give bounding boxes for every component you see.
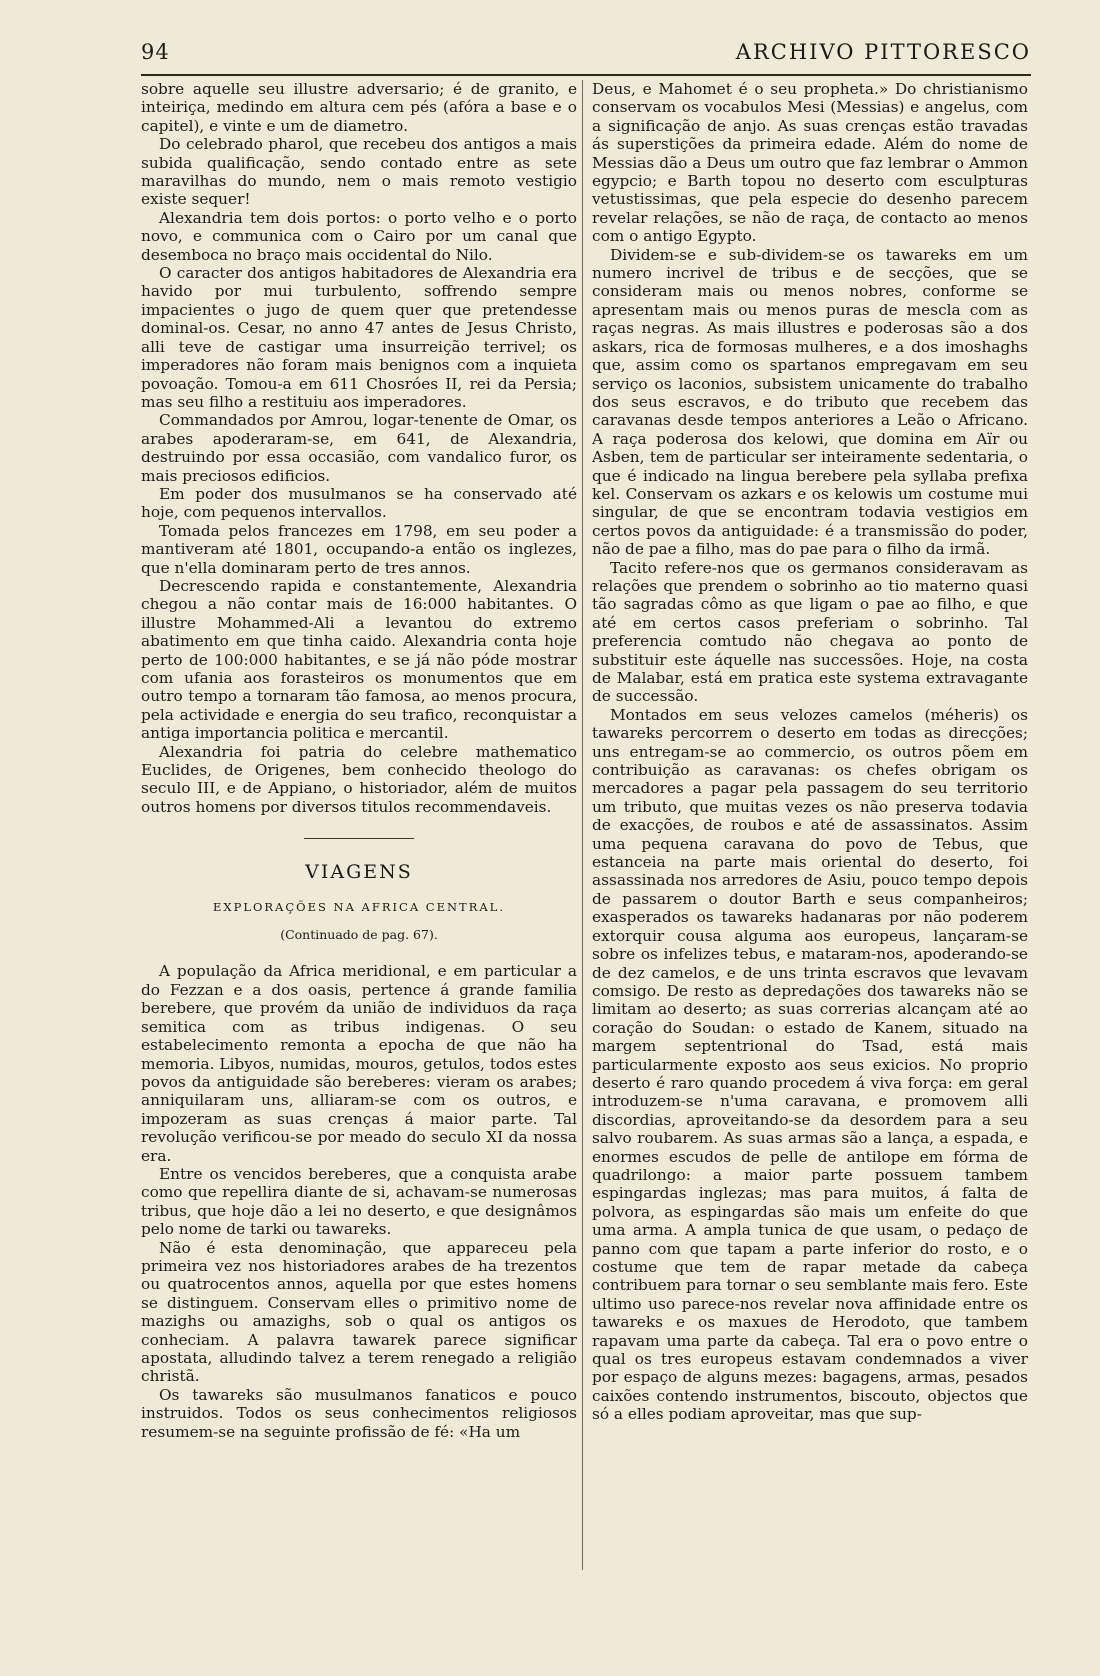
paragraph: Deus, e Mahomet é o seu propheta.» Do christianismo conservam os vocabulos Mesi (Messias) e angelus, com a significação de anjo. As suas crenças estão travadas ás superstições da primeira edade. Além do nome de Messias dão a Deus um outro que faz lembrar o Ammon egypcio; e Barth topou no deserto com esculpturas vetustissimas, que pela especie do desenho parecem revelar relações, se não de raça, de contacto ao menos com o antigo Egypto. xyxy=(592,80,1028,246)
paragraph: Os tawareks são musulmanos fanaticos e pouco instruidos. Todos os seus conhecimentos religiosos resumem-se na seguinte profissão de fé: «Ha um xyxy=(141,1385,577,1441)
paragraph: Tacito refere-nos que os germanos consideravam as relações que prendem o sobrinho ao tio materno quasi tão sagradas cômo as que ligam o pae ao filho, e que até em certos casos preferiam o sobrinho. Tal preferencia comtudo não chegava ao ponto de substituir este áquelle nas successões. Hoje, na costa de Malabar, está em pratica este systema extravagante de successão. xyxy=(592,558,1028,706)
right-column xyxy=(592,80,1028,1660)
paragraph: Alexandria tem dois portos: o porto velho e o porto novo, e communica com o Cairo por um canal que desemboca no braço mais occidental do Nilo. xyxy=(141,208,577,264)
paragraph: Montados em seus velozes camelos (méheris) os tawareks percorrem o deserto em todas as direcções; uns entregam-se ao commercio, os outros põem em contribuição as caravanas: os chefes obrigam os mercadores a pagar pela passagem do seu territorio um tributo, que muitas vezes os não preserva todavia de exacções, de roubos e até de assassinatos. Assim uma pequena caravana do povo de Tebus, que estanceia na parte mais oriental do deserto, foi assassinada nos arredores de Asiu, pouco tempo depois de passarem o doutor Barth e seus companheiros; exasperados os tawareks hadanaras por não poderem extorquir cousa alguma aos europeus, lançaram-se sobre os infelizes tebus, e mataram-nos, apoderando-se de dez camelos, e de uns trinta escravos que levavam comsigo. De resto as depredações dos tawareks não se limitam ao deserto; as suas correrias alcançam até ao coração do Soudan: o estado de Kanem, situado na margem septentrional do Tsad, está mais particularmente exposto aos seus exicios. No proprio deserto é raro quando procedem á viva força: em geral introduzem-se n'uma caravana, e promovem alli discordias, aproveitando-se da desordem para a seu salvo roubarem. As suas armas são a lança, a espada, e enormes escudos de pelle de antilope em fórma de quadrilongo: a maior parte possuem tambem espingardas inglezas; mas para muitos, á falta de polvora, as espingardas são mais um enfeite do que uma arma. A ampla tunica de que usam, o pedaço de panno com que tapam a parte inferior do rosto, e o costume que tem de rapar metade da cabeça contribuem para tornar o seu semblante mais fero. Este ultimo uso parece-nos revelar nova affinidade entre os tawareks e os maxues de Herodoto, que tambem rapavam uma parte da cabeça. Tal era o povo entre o qual os tres europeus estavam condemnados a viver por espaço de alguns mezes: bagagens, armas, pesados caixões contendo instrumentos, biscouto, objectos que só a elles podiam aproveitar, mas que sup- xyxy=(592,705,1028,1424)
section-title: VIAGENS xyxy=(305,861,413,884)
page-header xyxy=(141,40,1031,76)
paragraph: Do celebrado pharol, que recebeu dos antigos a mais subida qualificação, sendo contado entre as sete maravilhas do mundo, nem o mais remoto vestigio existe sequer! xyxy=(141,135,577,209)
running-title: ARCHIVO PITTORESCO xyxy=(735,40,1031,64)
paragraph: Commandados por Amrou, logar-tenente de Omar, os arabes apoderaram-se, em 641, de Alexandria, destruindo por essa occasião, com vandalico furor, os mais preciosos edificios. xyxy=(141,411,577,485)
paragraph: sobre aquelle seu illustre adversario; é de granito, e inteiriça, medindo em altura cem pés (afóra a base e o capitel), e vinte e um de diametro. xyxy=(141,80,577,135)
paragraph: Em poder dos musulmanos se ha conservado até hoje, com pequenos intervallos. xyxy=(141,484,577,522)
column-divider xyxy=(582,80,583,1570)
left-column xyxy=(141,80,577,1660)
page-number: 94 xyxy=(141,40,170,64)
paragraph: Não é esta denominação, que appareceu pela primeira vez nos historiadores arabes de ha trezentos ou quatrocentos annos, aquella por que estes homens se distinguem. Conservam elles o primitivo nome de mazighs ou amazighs, sob o qual os antigos os conheciam. A palavra tawarek parece significar apostata, alludindo talvez a terem renegado a religião christã. xyxy=(141,1238,577,1386)
paragraph: Tomada pelos francezes em 1798, em seu poder a mantiveram até 1801, occupando-a então os inglezes, que n'ella dominaram perto de tres annos. xyxy=(141,521,577,577)
paragraph: Entre os vencidos bereberes, que a conquista arabe como que repellira diante de si, achavam-se numerosas tribus, que hoje dão a lei no deserto, e que designâmos pelo nome de tarki ou tawareks. xyxy=(141,1164,577,1239)
section-subtitle: EXPLORAÇÕES NA AFRICA CENTRAL. xyxy=(213,899,505,914)
section-divider xyxy=(304,838,414,839)
paragraph: Dividem-se e sub-dividem-se os tawareks em um numero incrivel de tribus e de secções, que se consideram mais ou menos nobres, conforme se apresentam mais ou menos puras de mescla com as raças negras. As mais illustres e poderosas são a dos askars, rica de formosas mulheres, e a dos imoshaghs que, assim como os spartanos empregavam em seu serviço os laconios, subsistem unicamente do trabalho dos seus escravos, e do tributo que recebem das caravanas desde tempos anteriores a Leão o Africano. A raça poderosa dos kelowi, que domina em Aïr ou Asben, tem de particular ser inteiramente sedentaria, o que é indicado na lingua berebere pela syllaba prefixa kel. Conservam os azkars e os kelowis um costume mui singular, de que se encontram todavia vestigios em certos povos da antiguidade: é a transmissão do poder, não de pae a filho, mas do pae para o filho da irmã. xyxy=(592,245,1028,559)
paragraph: A população da Africa meridional, e em particular a do Fezzan e a dos oasis, pertence á grande familia berebere, que provém da união de individuos da raça semitica com as tribus indigenas. O seu estabelecimento remonta a epocha de que não ha memoria. Libyos, numidas, mouros, getulos, todos estes povos da antiguidade são bereberes: vieram os arabes; anniquilaram uns, alliaram-se com os outros, e impozeram as suas crenças á maior parte. Tal revolução verificou-se por meado do seculo XI da nossa era. xyxy=(141,962,577,1165)
paragraph: Alexandria foi patria do celebre mathematico Euclides, de Origenes, bem conhecido theologo do seculo III, e de Appiano, o historiador, além de muitos outros homens por diversos titulos recommendaveis. xyxy=(141,742,577,816)
header-rule xyxy=(141,74,1031,76)
paragraph: Decrescendo rapida e constantemente, Alexandria chegou a não contar mais de 16:000 habitantes. O illustre Mohammed-Ali a levantou do extremo abatimento em que tinha caido. Alexandria conta hoje perto de 100:000 habitantes, e se já não póde mostrar com ufania aos forasteiros os monumentos que em outro tempo a tornaram tão famosa, ao menos procura, pela actividade e energia do seu trafico, reconquistar a antiga importancia politica e mercantil. xyxy=(141,576,577,743)
section-continuation-note: (Continuado de pag. 67). xyxy=(280,927,438,943)
paragraph: O caracter dos antigos habitadores de Alexandria era havido por mui turbulento, soffrendo sempre impacientes o jugo de quem quer que pretendesse dominal-os. Cesar, no anno 47 antes de Jesus Christo, alli teve de castigar uma insurreição terrivel; os imperadores não foram mais benignos com a inquieta povoação. Tomou-a em 611 Chosróes II, rei da Persia; mas seu filho a restituiu aos imperadores. xyxy=(141,264,577,411)
